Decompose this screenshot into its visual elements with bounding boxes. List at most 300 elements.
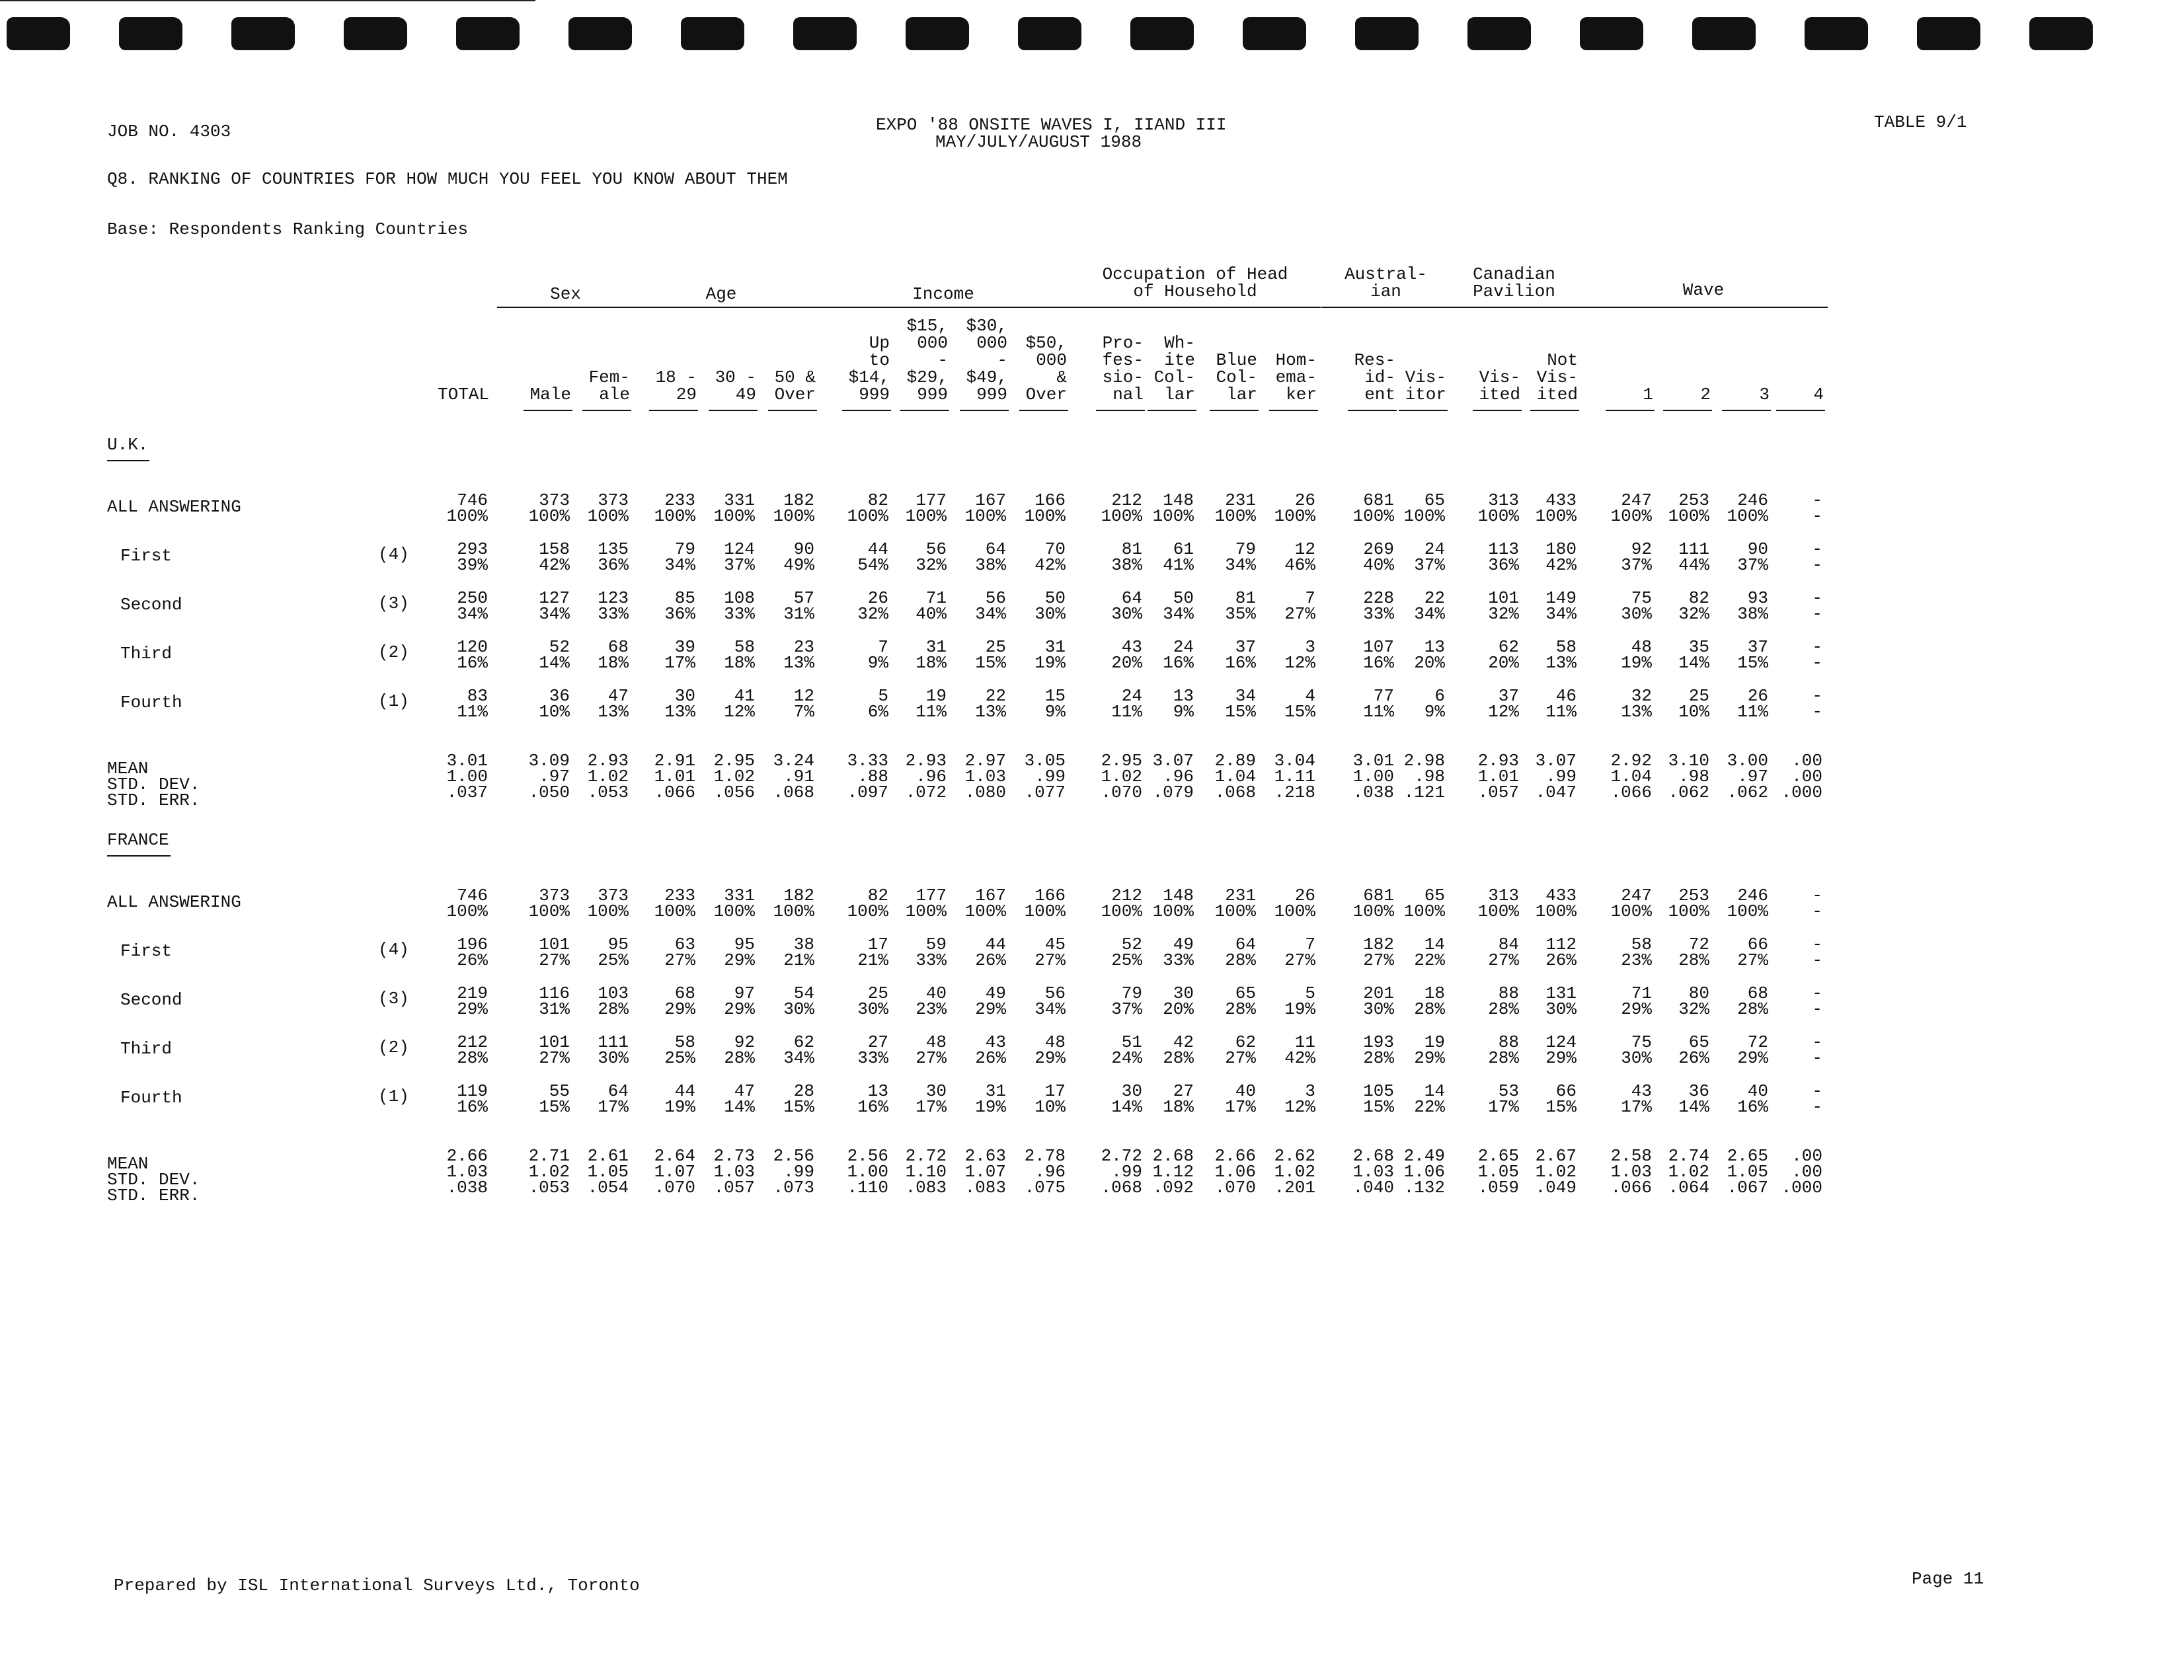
count-cell: 63: [674, 935, 695, 954]
feed-hole: [1243, 17, 1306, 50]
percent-cell: 27%: [1488, 950, 1519, 970]
stat-cell: .068: [1101, 1178, 1142, 1198]
stat-cell: 2.97: [964, 751, 1006, 771]
percent-cell: 33%: [1363, 604, 1394, 624]
percent-cell: 14%: [724, 1097, 755, 1117]
count-cell: 40: [1747, 1081, 1768, 1101]
stat-cell: 1.03: [1352, 1162, 1394, 1182]
stat-cell: 1.05: [1477, 1162, 1519, 1182]
stat-cell: 2.68: [1352, 1146, 1394, 1166]
stat-cell: .064: [1668, 1178, 1709, 1198]
column-underline: [1148, 410, 1196, 411]
percent-cell: -: [1812, 555, 1822, 575]
stat-cell: 3.04: [1274, 751, 1315, 771]
stat-cell: 2.64: [654, 1146, 695, 1166]
stat-cell: .070: [1214, 1178, 1256, 1198]
percent-cell: 100%: [1352, 901, 1394, 921]
count-cell: 65: [1235, 983, 1256, 1003]
group-header: Canadian Pavilion: [1473, 264, 1555, 301]
stat-cell: .057: [713, 1178, 755, 1198]
stat-cell: 2.93: [905, 751, 947, 771]
row-label: First: [120, 941, 173, 961]
count-cell: 47: [734, 1081, 755, 1101]
percent-cell: 40%: [1363, 555, 1394, 575]
stat-label: STD. ERR.: [107, 790, 200, 810]
count-cell: 13: [1424, 637, 1445, 657]
column-header: Hom- ema- ker: [1275, 350, 1317, 404]
percent-cell: 100%: [1024, 506, 1066, 526]
percent-cell: 100%: [1214, 901, 1256, 921]
count-cell: 212: [457, 1032, 488, 1052]
country-underline: [107, 855, 171, 857]
stat-cell: 3.07: [1152, 751, 1194, 771]
percent-cell: 34%: [1163, 604, 1194, 624]
count-cell: 72: [1688, 935, 1709, 954]
stat-cell: .056: [713, 783, 755, 802]
count-cell: 65: [1424, 490, 1445, 510]
group-underline: [816, 307, 1071, 308]
count-cell: 246: [1737, 490, 1768, 510]
stat-cell: 2.74: [1668, 1146, 1709, 1166]
stat-cell: 1.05: [587, 1162, 629, 1182]
count-cell: 246: [1737, 886, 1768, 905]
column-header: $30, 000 - $49, 999: [966, 316, 1007, 404]
percent-cell: 6%: [867, 702, 888, 722]
column-header: Up to $14, 999: [848, 333, 890, 404]
percent-cell: 28%: [724, 1048, 755, 1068]
count-cell: 52: [549, 637, 570, 657]
row-code: (1): [378, 691, 409, 711]
row-code: (2): [378, 642, 409, 662]
country-label: FRANCE: [107, 830, 169, 850]
stat-cell: .083: [905, 1178, 947, 1198]
count-cell: 111: [598, 1032, 629, 1052]
percent-cell: 25%: [1111, 950, 1142, 970]
count-cell: 28: [793, 1081, 814, 1101]
stat-cell: .97: [539, 767, 570, 786]
stat-cell: 2.62: [1274, 1146, 1315, 1166]
percent-cell: 20%: [1163, 999, 1194, 1019]
stat-cell: .038: [1352, 783, 1394, 802]
stat-cell: .00: [1791, 1162, 1822, 1182]
group-underline: [497, 307, 634, 308]
row-label: Fourth: [120, 693, 182, 712]
stat-label: MEAN: [107, 1154, 149, 1174]
row-code: (3): [378, 593, 409, 613]
percent-cell: 37%: [1414, 555, 1445, 575]
percent-cell: 21%: [857, 950, 888, 970]
percent-cell: 34%: [1034, 999, 1066, 1019]
percent-cell: -: [1812, 999, 1822, 1019]
percent-cell: 12%: [1284, 1097, 1315, 1117]
stat-cell: .079: [1152, 783, 1194, 802]
count-cell: 233: [664, 490, 695, 510]
percent-cell: 10%: [1034, 1097, 1066, 1117]
stat-cell: 1.10: [905, 1162, 947, 1182]
percent-cell: 16%: [1225, 653, 1256, 673]
stat-cell: .070: [1101, 783, 1142, 802]
percent-cell: 12%: [1488, 702, 1519, 722]
column-header: Not Vis- ited: [1536, 350, 1578, 404]
stat-cell: .097: [847, 783, 888, 802]
count-cell: 17: [867, 935, 888, 954]
count-cell: 7: [878, 637, 888, 657]
stat-cell: .050: [528, 783, 570, 802]
count-cell: 253: [1678, 490, 1709, 510]
count-cell: 30: [1121, 1081, 1142, 1101]
column-header: Male: [529, 385, 571, 404]
count-cell: 103: [598, 983, 629, 1003]
percent-cell: 33%: [598, 604, 629, 624]
count-cell: 53: [1498, 1081, 1519, 1101]
stat-cell: .91: [783, 767, 814, 786]
row-code: (4): [378, 545, 409, 564]
feed-hole: [1467, 17, 1531, 50]
percent-cell: 100%: [654, 506, 695, 526]
percent-cell: 11%: [1363, 702, 1394, 722]
stat-cell: 1.04: [1610, 767, 1652, 786]
row-code: (1): [378, 1087, 409, 1106]
percent-cell: 29%: [1034, 1048, 1066, 1068]
group-underline: [1579, 307, 1828, 308]
table-id: TABLE 9/1: [1874, 112, 1967, 132]
count-cell: 44: [985, 935, 1006, 954]
percent-cell: 42%: [1034, 555, 1066, 575]
count-cell: 79: [1121, 983, 1142, 1003]
percent-cell: 30%: [1621, 1048, 1652, 1068]
stat-cell: 2.49: [1403, 1146, 1445, 1166]
stat-cell: 1.01: [1477, 767, 1519, 786]
percent-cell: 29%: [724, 999, 755, 1019]
row-label: ALL ANSWERING: [107, 497, 241, 517]
count-cell: 30: [925, 1081, 947, 1101]
percent-cell: 22%: [1414, 1097, 1445, 1117]
stat-cell: 2.93: [587, 751, 629, 771]
percent-cell: 25%: [664, 1048, 695, 1068]
percent-cell: 18%: [916, 653, 947, 673]
count-cell: 25: [867, 983, 888, 1003]
percent-cell: 20%: [1414, 653, 1445, 673]
count-cell: 3: [1305, 637, 1315, 657]
count-cell: 5: [1305, 983, 1315, 1003]
column-header: Fem- ale: [588, 367, 630, 404]
percent-cell: 11%: [457, 702, 488, 722]
percent-cell: 26%: [1545, 950, 1577, 970]
count-cell: 167: [975, 490, 1006, 510]
stat-cell: 1.02: [713, 767, 755, 786]
count-cell: 113: [1488, 539, 1519, 559]
percent-cell: 100%: [1101, 901, 1142, 921]
count-cell: 92: [734, 1032, 755, 1052]
count-cell: 44: [674, 1081, 695, 1101]
percent-cell: 14%: [539, 653, 570, 673]
count-cell: 373: [539, 490, 570, 510]
percent-cell: 27%: [539, 1048, 570, 1068]
count-cell: 83: [467, 686, 488, 706]
stat-cell: .000: [1781, 1178, 1822, 1198]
stat-cell: .98: [1678, 767, 1709, 786]
row-label: Second: [120, 595, 182, 615]
count-cell: 105: [1363, 1081, 1394, 1101]
stat-label: STD. ERR.: [107, 1186, 200, 1205]
count-cell: -: [1812, 588, 1822, 608]
feed-hole: [344, 17, 407, 50]
percent-cell: 17%: [916, 1097, 947, 1117]
count-cell: 231: [1225, 886, 1256, 905]
feed-hole: [681, 17, 744, 50]
percent-cell: 16%: [857, 1097, 888, 1117]
percent-cell: 30%: [1621, 604, 1652, 624]
percent-cell: 100%: [1403, 901, 1445, 921]
group-underline: [623, 307, 820, 308]
job-number: JOB NO. 4303: [107, 122, 231, 141]
percent-cell: 29%: [664, 999, 695, 1019]
stat-cell: .96: [1163, 767, 1194, 786]
stat-cell: 2.65: [1727, 1146, 1768, 1166]
count-cell: 36: [1688, 1081, 1709, 1101]
percent-cell: 16%: [1737, 1097, 1768, 1117]
percent-cell: 34%: [1414, 604, 1445, 624]
count-cell: 14: [1424, 1081, 1445, 1101]
feed-hole: [231, 17, 295, 50]
percent-cell: 17%: [1488, 1097, 1519, 1117]
stat-cell: .000: [1781, 783, 1822, 802]
percent-cell: 27%: [1737, 950, 1768, 970]
count-cell: 51: [1121, 1032, 1142, 1052]
count-cell: 41: [734, 686, 755, 706]
feed-hole: [2029, 17, 2093, 50]
percent-cell: 10%: [539, 702, 570, 722]
percent-cell: 27%: [1284, 604, 1315, 624]
count-cell: 433: [1545, 886, 1577, 905]
count-cell: 48: [925, 1032, 947, 1052]
count-cell: 177: [916, 886, 947, 905]
column-underline: [1606, 410, 1655, 411]
percent-cell: 20%: [1111, 653, 1142, 673]
percent-cell: 12%: [724, 702, 755, 722]
stat-cell: 1.00: [847, 1162, 888, 1182]
column-header: Vis- ited: [1479, 367, 1520, 404]
count-cell: 180: [1545, 539, 1577, 559]
count-cell: 7: [1305, 935, 1315, 954]
percent-cell: 29%: [1414, 1048, 1445, 1068]
percent-cell: 13%: [1545, 653, 1577, 673]
count-cell: 71: [925, 588, 947, 608]
stat-cell: .99: [1545, 767, 1577, 786]
percent-cell: 100%: [713, 506, 755, 526]
stat-cell: 1.06: [1214, 1162, 1256, 1182]
count-cell: 37: [1235, 637, 1256, 657]
stat-cell: .96: [916, 767, 947, 786]
percent-cell: 28%: [1488, 999, 1519, 1019]
count-cell: 56: [985, 588, 1006, 608]
percent-cell: 100%: [1535, 901, 1577, 921]
count-cell: 43: [1631, 1081, 1652, 1101]
percent-cell: -: [1812, 901, 1822, 921]
percent-cell: 23%: [1621, 950, 1652, 970]
stat-cell: 2.95: [713, 751, 755, 771]
column-underline: [1210, 410, 1259, 411]
count-cell: 5: [878, 686, 888, 706]
group-underline: [1070, 307, 1321, 308]
count-cell: 82: [867, 490, 888, 510]
column-header: 1: [1643, 385, 1653, 404]
stat-cell: 3.10: [1668, 751, 1709, 771]
count-cell: 56: [1044, 983, 1066, 1003]
stat-cell: 3.00: [1727, 751, 1768, 771]
stat-cell: 1.03: [446, 1162, 488, 1182]
percent-cell: 100%: [905, 506, 947, 526]
count-cell: 32: [1631, 686, 1652, 706]
stat-cell: 1.07: [654, 1162, 695, 1182]
percent-cell: 34%: [457, 604, 488, 624]
stat-cell: .97: [1737, 767, 1768, 786]
stat-cell: .083: [964, 1178, 1006, 1198]
stat-cell: .98: [1414, 767, 1445, 786]
percent-cell: 100%: [587, 901, 629, 921]
stat-cell: .218: [1274, 783, 1315, 802]
feed-hole: [1130, 17, 1194, 50]
count-cell: 65: [1424, 886, 1445, 905]
count-cell: 93: [1747, 588, 1768, 608]
stat-cell: .062: [1727, 783, 1768, 802]
stat-cell: 2.73: [713, 1146, 755, 1166]
stat-cell: .059: [1477, 1178, 1519, 1198]
stat-cell: .88: [857, 767, 888, 786]
percent-cell: 32%: [916, 555, 947, 575]
percent-cell: 27%: [1034, 950, 1066, 970]
column-underline: [649, 410, 698, 411]
count-cell: 746: [457, 490, 488, 510]
percent-cell: 37%: [1621, 555, 1652, 575]
column-underline: [842, 410, 891, 411]
percent-cell: 11%: [1545, 702, 1577, 722]
count-cell: 58: [1555, 637, 1577, 657]
count-cell: 24: [1121, 686, 1142, 706]
count-cell: 88: [1498, 1032, 1519, 1052]
count-cell: 65: [1688, 1032, 1709, 1052]
row-label: Third: [120, 1039, 173, 1059]
percent-cell: 26%: [1678, 1048, 1709, 1068]
percent-cell: 13%: [598, 702, 629, 722]
percent-cell: 14%: [1111, 1097, 1142, 1117]
count-cell: 3: [1305, 1081, 1315, 1101]
percent-cell: 42%: [1545, 555, 1577, 575]
count-cell: 119: [457, 1081, 488, 1101]
count-cell: 64: [985, 539, 1006, 559]
count-cell: 37: [1498, 686, 1519, 706]
count-cell: 116: [539, 983, 570, 1003]
percent-cell: 17%: [1225, 1097, 1256, 1117]
count-cell: 25: [985, 637, 1006, 657]
count-cell: -: [1812, 686, 1822, 706]
count-cell: 433: [1545, 490, 1577, 510]
percent-cell: 36%: [1488, 555, 1519, 575]
stat-cell: .96: [1034, 1162, 1066, 1182]
count-cell: 42: [1173, 1032, 1194, 1052]
percent-cell: 33%: [724, 604, 755, 624]
feed-hole: [1805, 17, 1868, 50]
stat-cell: 2.98: [1403, 751, 1445, 771]
count-cell: 95: [607, 935, 629, 954]
count-cell: 97: [734, 983, 755, 1003]
count-cell: 47: [607, 686, 629, 706]
count-cell: 14: [1424, 935, 1445, 954]
count-cell: 35: [1688, 637, 1709, 657]
percent-cell: 21%: [783, 950, 814, 970]
stat-cell: 1.03: [1610, 1162, 1652, 1182]
stat-cell: .132: [1403, 1178, 1445, 1198]
percent-cell: 100%: [528, 506, 570, 526]
stat-label: MEAN: [107, 759, 149, 779]
count-cell: 124: [1545, 1032, 1577, 1052]
stat-cell: .110: [847, 1178, 888, 1198]
column-header: 2: [1700, 385, 1711, 404]
count-cell: 68: [1747, 983, 1768, 1003]
column-underline: [709, 410, 758, 411]
prepared-by: Prepared by ISL International Surveys Ltd., Toronto: [114, 1576, 640, 1595]
percent-cell: 100%: [1668, 901, 1709, 921]
percent-cell: 38%: [975, 555, 1006, 575]
stat-cell: .99: [1111, 1162, 1142, 1182]
count-cell: 19: [1424, 1032, 1445, 1052]
feed-hole: [1018, 17, 1081, 50]
count-cell: 48: [1044, 1032, 1066, 1052]
column-underline: [582, 410, 631, 411]
stat-cell: 2.89: [1214, 751, 1256, 771]
percent-cell: 28%: [1737, 999, 1768, 1019]
count-cell: 166: [1034, 886, 1066, 905]
stat-cell: 2.78: [1024, 1146, 1066, 1166]
percent-cell: 26%: [457, 950, 488, 970]
percent-cell: 37%: [724, 555, 755, 575]
column-header: 18 - 29: [655, 367, 697, 404]
count-cell: 112: [1545, 935, 1577, 954]
column-header: $15, 000 - $29, 999: [906, 316, 948, 404]
count-cell: 77: [1373, 686, 1394, 706]
stat-cell: .092: [1152, 1178, 1194, 1198]
count-cell: 17: [1044, 1081, 1066, 1101]
stat-cell: 2.61: [587, 1146, 629, 1166]
percent-cell: 15%: [783, 1097, 814, 1117]
count-cell: -: [1812, 983, 1822, 1003]
percent-cell: 100%: [1352, 506, 1394, 526]
percent-cell: 18%: [724, 653, 755, 673]
count-cell: -: [1812, 637, 1822, 657]
count-cell: -: [1812, 1081, 1822, 1101]
count-cell: 247: [1621, 886, 1652, 905]
count-cell: 37: [1747, 637, 1768, 657]
percent-cell: 15%: [1737, 653, 1768, 673]
percent-cell: 34%: [1225, 555, 1256, 575]
percent-cell: 34%: [1545, 604, 1577, 624]
stat-cell: .00: [1791, 751, 1822, 771]
percent-cell: 28%: [598, 999, 629, 1019]
stat-cell: .053: [528, 1178, 570, 1198]
stat-cell: 1.12: [1152, 1162, 1194, 1182]
stat-cell: 3.24: [773, 751, 814, 771]
count-cell: 373: [598, 490, 629, 510]
column-underline: [1530, 410, 1579, 411]
count-cell: 166: [1034, 490, 1066, 510]
percent-cell: -: [1812, 1097, 1822, 1117]
percent-cell: 44%: [1678, 555, 1709, 575]
percent-cell: 100%: [1727, 506, 1768, 526]
percent-cell: 18%: [1163, 1097, 1194, 1117]
count-cell: 80: [1688, 983, 1709, 1003]
percent-cell: 100%: [1535, 506, 1577, 526]
count-cell: 7: [1305, 588, 1315, 608]
